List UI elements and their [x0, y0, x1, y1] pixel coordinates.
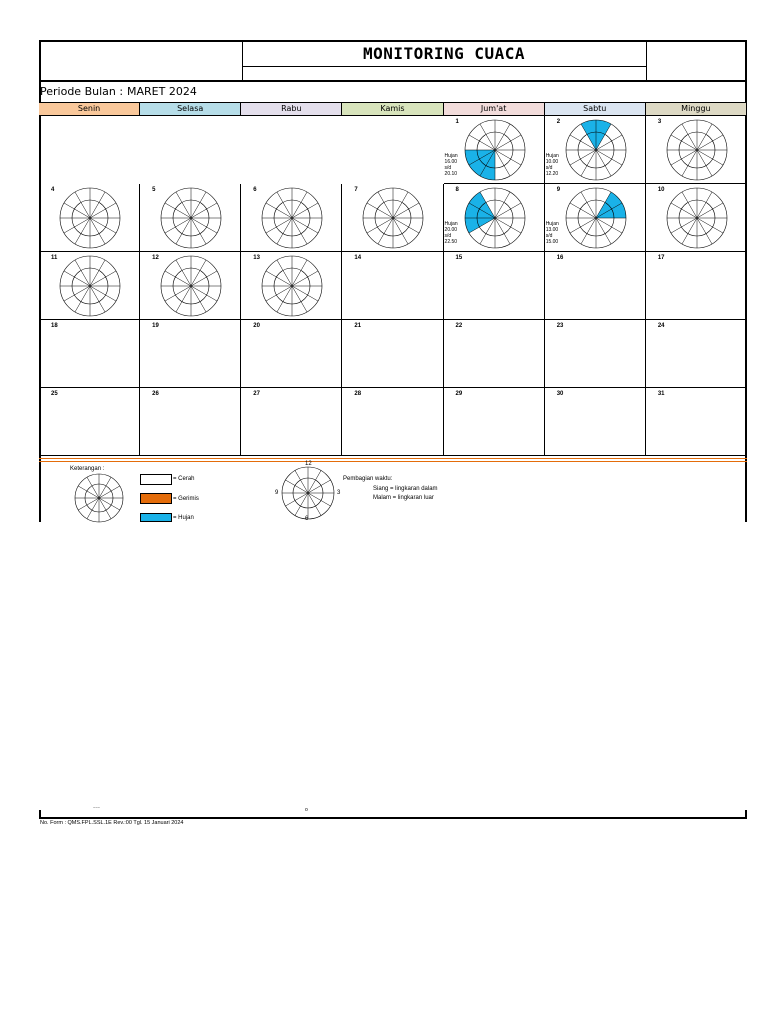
footer-mark-left: ~~~ — [93, 805, 101, 810]
calendar-day-cell — [140, 388, 241, 456]
calendar-day-cell — [444, 252, 545, 320]
footer-mark-mid: o — [305, 807, 308, 813]
clock-label-9: 9 — [275, 490, 279, 496]
day-number: 1 — [455, 119, 459, 125]
calendar-day-cell — [545, 116, 646, 184]
legend-swatch-gerimis — [140, 493, 172, 504]
title-underline — [242, 66, 646, 67]
pembagian-malam: Malam = lingkaran luar — [373, 495, 434, 501]
legend-divider-2 — [39, 461, 747, 462]
day-header-5: Sabtu — [545, 103, 646, 115]
clock-label-12: 12 — [305, 461, 312, 467]
calendar-day-cell — [444, 184, 545, 252]
pembagian-title: Pembagian waktu: — [343, 476, 393, 482]
day-number: 26 — [152, 391, 159, 397]
calendar-day-cell — [241, 252, 342, 320]
day-header-6: Minggu — [646, 103, 747, 115]
calendar-day-cell — [646, 184, 747, 252]
day-number: 5 — [152, 187, 156, 193]
day-number: 6 — [253, 187, 257, 193]
weather-wheel-icon — [561, 118, 631, 182]
header-right-box — [646, 40, 748, 81]
legend-label-cerah: = Cerah — [173, 476, 195, 482]
day-number: 15 — [455, 255, 463, 261]
day-number: 29 — [455, 391, 463, 397]
calendar-day-cell — [342, 388, 443, 456]
weather-wheel-icon — [662, 186, 732, 250]
calendar-day-cell — [444, 116, 545, 184]
day-number: 21 — [354, 323, 362, 329]
header-divider — [39, 80, 747, 82]
calendar-day-cell — [646, 388, 747, 456]
day-number: 25 — [51, 391, 58, 397]
weather-wheel-icon — [561, 186, 631, 250]
weather-wheel-icon — [156, 186, 226, 250]
day-header-4: Jum'at — [444, 103, 545, 115]
bottom-left-tick — [39, 810, 41, 819]
day-number: 27 — [253, 391, 260, 397]
day-header-2: Rabu — [241, 103, 342, 115]
weather-note: Hujan 13.00 s/d 15.00 — [545, 221, 559, 245]
footer-form-number: No. Form : QMS.FPL.SSL.1E Rev.:00 Tgl. 15 Januari 2024 — [40, 820, 184, 826]
bottom-right-tick — [745, 810, 747, 819]
weather-wheel-icon — [55, 254, 125, 318]
bottom-border — [39, 817, 747, 819]
calendar-day-cell — [646, 252, 747, 320]
calendar-day-cell — [241, 320, 342, 388]
weather-wheel-icon — [460, 118, 530, 182]
legend-label-gerimis: = Gerimis — [173, 496, 199, 502]
day-number: 3 — [657, 119, 662, 125]
calendar-day-cell — [39, 184, 140, 252]
clock-label-3: 3 — [337, 490, 341, 496]
calendar-day-cell — [140, 184, 241, 252]
day-number: 11 — [51, 255, 58, 261]
calendar-day-cell — [140, 252, 241, 320]
clock-label-6: 6 — [305, 516, 309, 522]
calendar-day-cell — [140, 320, 241, 388]
calendar-day-cell — [241, 388, 342, 456]
day-number: 14 — [354, 255, 362, 261]
day-number: 31 — [657, 391, 665, 397]
legend-swatch-cerah — [140, 474, 172, 485]
day-number: 8 — [455, 187, 459, 193]
header-left-box — [39, 40, 243, 81]
page-title: MONITORING CUACA — [362, 44, 526, 63]
weather-wheel-icon — [55, 186, 125, 250]
weather-wheel-icon — [662, 118, 732, 182]
weather-wheel-icon — [257, 254, 327, 318]
legend-swatch-hujan — [140, 513, 172, 522]
periode-label: Periode Bulan : — [40, 85, 124, 98]
weather-note: Hujan 10.00 s/d 12.20 — [545, 153, 559, 177]
day-number: 23 — [556, 323, 564, 329]
day-number: 2 — [556, 119, 561, 125]
calendar-day-cell — [545, 320, 646, 388]
weather-wheel-icon — [358, 186, 428, 250]
calendar-day-cell — [342, 252, 443, 320]
calendar-day-cell — [39, 252, 140, 320]
clock-wheel-icon — [280, 465, 336, 522]
day-header-3: Kamis — [342, 103, 443, 115]
day-number: 12 — [152, 255, 159, 261]
legend-divider — [39, 458, 747, 459]
day-number: 18 — [51, 323, 58, 329]
day-number: 22 — [455, 323, 463, 329]
day-number: 4 — [51, 187, 55, 193]
calendar-day-cell — [646, 116, 747, 184]
periode-value: MARET 2024 — [127, 85, 197, 98]
weather-note: Hujan 20.00 s/d 22.50 — [444, 221, 458, 245]
calendar-day-cell — [444, 388, 545, 456]
weather-wheel-icon — [156, 254, 226, 318]
day-number: 17 — [657, 255, 665, 261]
legend-wheel-icon — [70, 473, 128, 523]
day-number: 30 — [556, 391, 564, 397]
calendar-day-cell — [241, 184, 342, 252]
calendar-day-cell — [444, 320, 545, 388]
weather-wheel-icon — [460, 186, 530, 250]
calendar-day-cell — [545, 388, 646, 456]
day-number: 28 — [354, 391, 362, 397]
day-number: 10 — [657, 187, 665, 193]
calendar-day-cell — [342, 184, 443, 252]
calendar-day-cell — [39, 388, 140, 456]
day-number: 24 — [657, 323, 665, 329]
day-header-0: Senin — [39, 103, 140, 115]
legend-title: Keterangan : — [70, 466, 105, 472]
weather-wheel-icon — [257, 186, 327, 250]
day-number: 20 — [253, 323, 260, 329]
day-number: 19 — [152, 323, 159, 329]
pembagian-siang: Siang = lingkaran dalam — [373, 486, 438, 492]
calendar-day-cell — [646, 320, 747, 388]
day-number: 13 — [253, 255, 260, 261]
calendar-day-cell — [39, 320, 140, 388]
day-number: 16 — [556, 255, 564, 261]
day-number: 7 — [354, 187, 358, 193]
day-header-top-line — [39, 102, 747, 103]
calendar-day-cell — [342, 320, 443, 388]
weather-note: Hujan 16.00 s/d 20.10 — [444, 153, 458, 177]
day-number: 9 — [556, 187, 561, 193]
day-header-1: Selasa — [140, 103, 241, 115]
calendar-day-cell — [545, 184, 646, 252]
calendar-day-cell — [545, 252, 646, 320]
legend-label-hujan: = Hujan — [173, 515, 194, 521]
